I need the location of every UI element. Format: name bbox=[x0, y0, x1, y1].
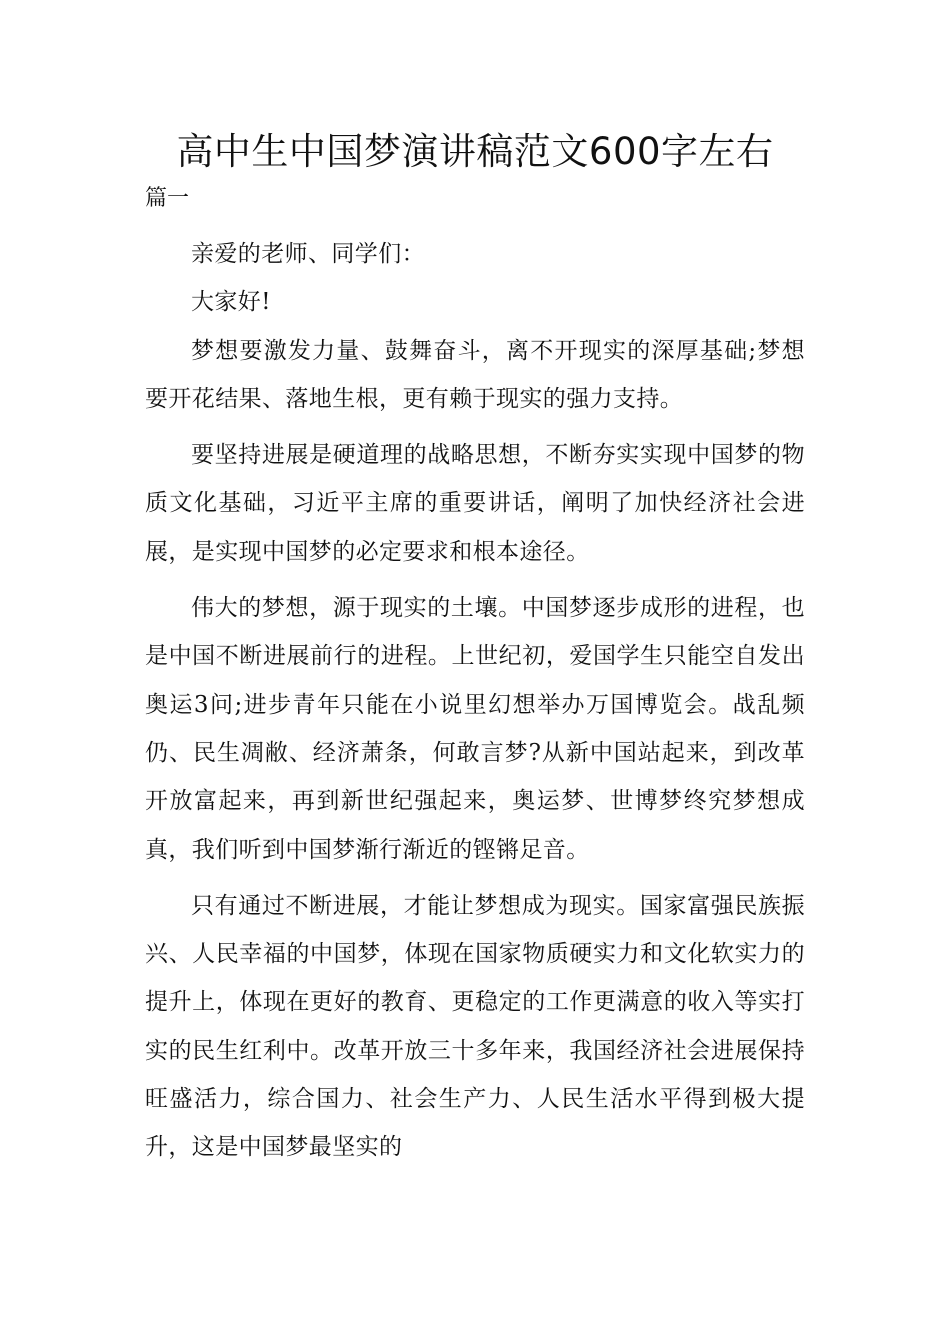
body-paragraph-2: 要坚持进展是硬道理的战略思想，不断夯实实现中国梦的物质文化基础，习近平主席的重要讲话，阐明了加快经济社会进展，是实现中国梦的必定要求和根本途径。 bbox=[145, 442, 805, 565]
salutation-paragraph: 大家好! bbox=[191, 289, 271, 316]
body-paragraph-3: 伟大的梦想，源于现实的土壤。中国梦逐步成形的进程，也是中国不断进展前行的进程。上世纪初，爱国学生只能空自发出奥运3问;进步青年只能在小说里幻想举办万国博览会。战乱频仍、民生凋敝、经济萧条，何敢言梦?从新中国站起来，到改革开放富起来，再到新世纪强起来，奥运梦、世博梦终究梦想成真，我们听到中国梦渐行渐近的铿锵足音。 bbox=[145, 595, 805, 863]
body-paragraph-4: 只有通过不断进展，才能让梦想成为现实。国家富强民族振兴、人民幸福的中国梦，体现在国家物质硬实力和文化软实力的提升上，体现在更好的教育、更稳定的工作更满意的收入等实打实的民生红利中。改革开放三十多年来，我国经济社会进展保持旺盛活力，综合国力、社会生产力、人民生活水平得到极大提升，这是中国梦最坚实的 bbox=[145, 892, 805, 1161]
document-title: 高中生中国梦演讲稿范文600字左右 bbox=[176, 130, 774, 173]
greeting-paragraph: 亲爱的老师、同学们： bbox=[191, 241, 425, 267]
section-label: 篇一 bbox=[145, 186, 190, 211]
body-paragraph-1: 梦想要激发力量、鼓舞奋斗，离不开现实的深厚基础;梦想要开花结果、落地生根，更有赖于现实的强力支持。 bbox=[145, 337, 805, 412]
document-body bbox=[145, 230, 805, 1172]
